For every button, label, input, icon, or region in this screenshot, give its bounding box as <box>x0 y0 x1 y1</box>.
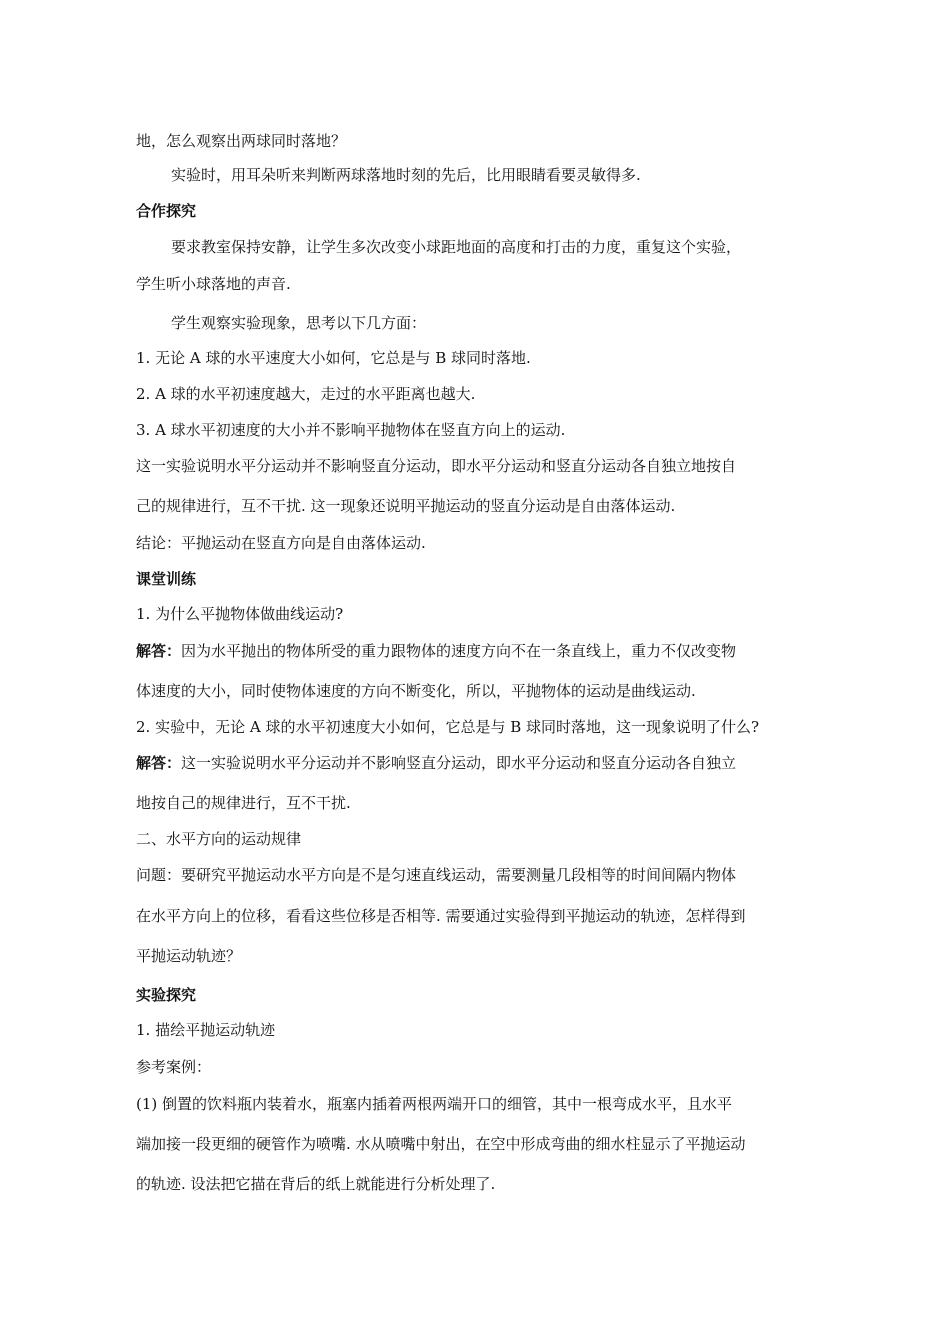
paragraph-line: (1) 倒置的饮料瓶内装着水，瓶塞内插着两根两端开口的细管，其中一根弯成水平，且水平 <box>136 1095 733 1113</box>
answer-label: 解答： <box>136 642 182 660</box>
answer-line: 体速度的大小，同时使物体速度的方向不断变化，所以，平抛物体的运动是曲线运动. <box>136 682 696 700</box>
section-subheading: 二、水平方向的运动规律 <box>136 830 302 848</box>
answer-text: 这一实验说明水平分运动并不影响竖直分运动，即水平分运动和竖直分运动各自独立 <box>181 754 737 772</box>
question-line: 1. 为什么平抛物体做曲线运动? <box>136 605 344 623</box>
conclusion-line: 结论：平抛运动在竖直方向是自由落体运动. <box>136 534 426 552</box>
list-item: 1. 无论 A 球的水平速度大小如何，它总是与 B 球同时落地. <box>136 349 531 367</box>
list-item: 1. 描绘平抛运动轨迹 <box>136 1021 276 1039</box>
paragraph-line: 问题：要研究平抛运动水平方向是不是匀速直线运动，需要测量几段相等的时间间隔内物体 <box>136 866 737 884</box>
list-item: 2. A 球的水平初速度越大，走过的水平距离也越大. <box>136 385 476 403</box>
list-item: 3. A 球水平初速度的大小并不影响平抛物体在竖直方向上的运动. <box>136 421 566 439</box>
paragraph-line: 端加接一段更细的硬管作为喷嘴. 水从喷嘴中射出，在空中形成弯曲的细水柱显示了平抛运动 <box>136 1135 746 1153</box>
answer-text: 因为水平抛出的物体所受的重力跟物体的速度方向不在一条直线上，重力不仅改变物 <box>181 642 737 660</box>
answer-label: 解答： <box>136 754 182 772</box>
paragraph-line: 这一实验说明水平分运动并不影响竖直分运动，即水平分运动和竖直分运动各自独立地按自 <box>136 457 737 475</box>
paragraph-line: 在水平方向上的位移，看看这些位移是否相等. 需要通过实验得到平抛运动的轨迹，怎样得到 <box>136 907 746 925</box>
paragraph-line: 己的规律进行，互不干扰. 这一现象还说明平抛运动的竖直分运动是自由落体运动. <box>136 497 676 515</box>
paragraph-line: 的轨迹. 设法把它描在背后的纸上就能进行分析处理了. <box>136 1175 496 1193</box>
answer-line <box>136 753 736 773</box>
paragraph-line: 实验时，用耳朵听来判断两球落地时刻的先后，比用眼睛看要灵敏得多. <box>171 166 641 184</box>
section-heading-hezuo: 合作探究 <box>136 202 197 220</box>
answer-line <box>136 641 736 661</box>
question-line: 2. 实验中，无论 A 球的水平初速度大小如何，它总是与 B 球同时落地，这一现象说明了什么? <box>136 718 760 736</box>
paragraph-line: 平抛运动轨迹？ <box>136 947 242 965</box>
section-heading-ketang: 课堂训练 <box>136 570 197 588</box>
answer-line: 地按自己的规律进行，互不干扰. <box>136 794 351 812</box>
paragraph-line: 参考案例： <box>136 1058 212 1076</box>
section-heading-shiyan: 实验探究 <box>136 986 197 1004</box>
paragraph-line: 地，怎么观察出两球同时落地？ <box>136 132 347 150</box>
paragraph-line: 要求教室保持安静，让学生多次改变小球距地面的高度和打击的力度，重复这个实验， <box>171 238 742 256</box>
paragraph-line: 学生观察实验现象，思考以下几方面： <box>171 314 427 332</box>
paragraph-line: 学生听小球落地的声音. <box>136 275 291 293</box>
